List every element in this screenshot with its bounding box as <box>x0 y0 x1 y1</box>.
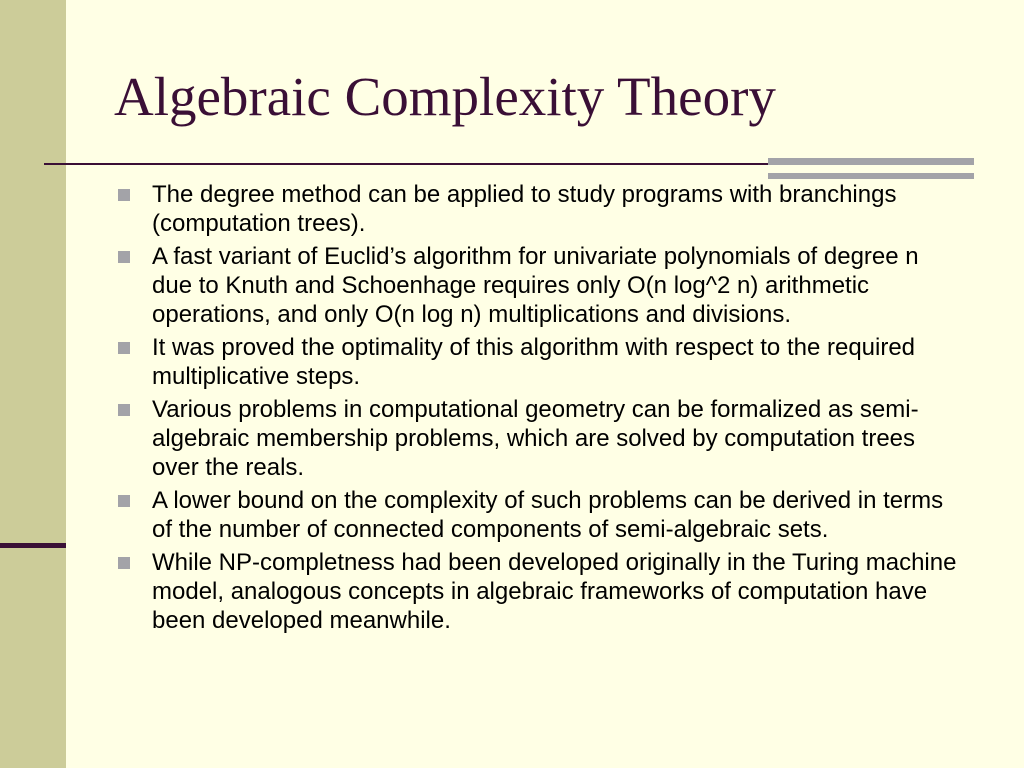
bullet-text: Various problems in computational geometry can be formalized as semi-algebraic membership problems, which are solved by computation trees over the reals. <box>152 396 919 481</box>
bullet-item <box>114 180 964 238</box>
side-accent-line <box>0 543 66 548</box>
bullet-item <box>114 333 964 391</box>
bullet-text: While NP-completness had been developed originally in the Turing machine model, analogous concepts in algebraic frameworks of computation have been developed meanwhile. <box>152 549 957 634</box>
square-bullet-icon <box>118 557 130 569</box>
square-bullet-icon <box>118 189 130 201</box>
bullet-item <box>114 548 964 635</box>
bullet-item <box>114 242 964 329</box>
square-bullet-icon <box>118 495 130 507</box>
decorative-bar-bottom <box>768 173 974 179</box>
decorative-bars <box>768 158 974 180</box>
bullet-list <box>114 180 964 639</box>
bullet-item <box>114 395 964 482</box>
square-bullet-icon <box>118 342 130 354</box>
bullet-item <box>114 486 964 544</box>
bullet-text: The degree method can be applied to study programs with branchings (computation trees). <box>152 181 897 237</box>
slide-title: Algebraic Complexity Theory <box>114 66 776 127</box>
bullet-text: It was proved the optimality of this algorithm with respect to the required multiplicative steps. <box>152 334 916 390</box>
square-bullet-icon <box>118 404 130 416</box>
square-bullet-icon <box>118 251 130 263</box>
bullet-text: A fast variant of Euclid’s algorithm for univariate polynomials of degree n due to Knuth and Schoenhage requires only O(n log^2 n) arithmetic operations, and only O(n log n) multiplications and divisions. <box>152 243 919 328</box>
side-band <box>0 0 66 768</box>
decorative-bar-top <box>768 158 974 165</box>
bullet-text: A lower bound on the complexity of such problems can be derived in terms of the number of connected components of semi-algebraic sets. <box>152 487 944 543</box>
